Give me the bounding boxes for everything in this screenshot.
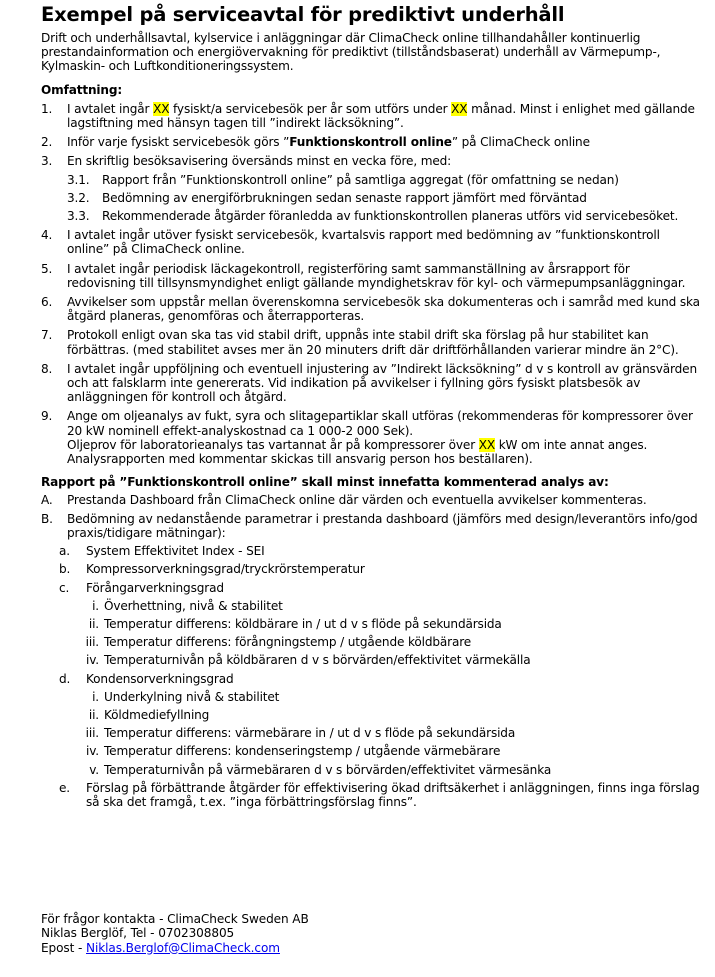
bold-term: Funktionskontroll online: [289, 135, 452, 150]
evaporator-item: i. Överhettning, nivå & stabilitet: [92, 598, 283, 613]
document-page: [41, 2, 701, 809]
document-title: Exempel på serviceavtal för prediktivt underhåll: [41, 3, 565, 26]
item-number: 2.: [41, 135, 53, 150]
parameter-item: d. Kondensorverkningsgrad i. Underkylning nivå & stabilitet ii. Köldmediefyllning iii. Temperatur differens: värmebärare in / ut d v s flöde på sekundärsida iv. Temperatur differens: kondenseringstemp / utgående värmebärare v. Temperaturnivån på värmebäraren d v s börvärden/effektivitet värmesänka: [41, 672, 701, 777]
placeholder-highlight: XX: [451, 101, 468, 116]
scope-sublist: [41, 173, 701, 224]
scope-item-8: 8. I avtalet ingår uppföljning och eventuell injustering av ”Indirekt läcksökning” d v s kontroll av gränsvärden och att falsklarm inte genererats. Vid indikation på avvikelser i fyllning görs fysiskt platsbesök av anläggningen för kontroll och åtgärd.: [41, 361, 697, 405]
placeholder-highlight: XX: [478, 437, 495, 452]
scope-item-6: 6. Avvikelser som uppstår mellan överenskomna servicebesök ska dokumenteras och i samråd med kund ska åtgärd planeras, genomföras och återrapporteras.: [41, 295, 700, 324]
scope-item-4: 4. I avtalet ingår utöver fysiskt servicebesök, kvartalsvis rapport med bedömning av ”funktionskontroll online” på ClimaCheck online.: [41, 228, 660, 257]
item-number: 6.: [41, 295, 53, 310]
parameter-item: c. Förångarverkningsgrad i. Överhettning, nivå & stabilitet ii. Temperatur differens: köldbärare in / ut d v s flöde på sekundärsida iii. Temperatur differens: förångningstemp / utgående köldbärare iv. Temperaturnivån på köldbäraren d v s börvärden/effektivitet värmekälla: [41, 581, 701, 668]
report-list: [41, 493, 701, 809]
condenser-item: v. Temperaturnivån på värmebäraren d v s börvärden/effektivitet värmesänka: [89, 762, 552, 777]
evaporator-item: iii. Temperatur differens: förångningstemp / utgående köldbärare: [85, 635, 472, 650]
parameter-list: [41, 544, 701, 809]
report-item-a: A. Prestanda Dashboard från ClimaCheck online där värden och eventuella avvikelser kommenteras.: [41, 493, 647, 508]
evaporator-item: ii. Temperatur differens: köldbärare in / ut d v s flöde på sekundärsida: [88, 616, 502, 631]
condenser-item: iii. Temperatur differens: värmebärare in / ut d v s flöde på sekundärsida: [85, 726, 516, 741]
placeholder-highlight: XX: [153, 101, 170, 116]
parameter-item: e. Förslag på förbättrande åtgärder för effektivisering ökad driftsäkerhet i anläggningen, finns inga förslag så ska det framgå, t.ex. ”inga förbättringsförslag finns”.: [59, 780, 700, 809]
evaporator-item: iv. Temperaturnivån på köldbäraren d v s börvärden/effektivitet värmekälla: [86, 653, 531, 668]
evaporator-list: [41, 599, 701, 668]
condenser-item: i. Underkylning nivå & stabilitet: [92, 689, 280, 704]
scope-heading: Omfattning:: [41, 82, 123, 97]
scope-item-7: 7. Protokoll enligt ovan ska tas vid stabil drift, uppnås inte stabil drift ska förslag på hur stabilitet kan förbättras. (med stabilitet avses mer än 20 minuters drift där driftförhållanden varierar mindre än 2°C).: [41, 328, 679, 357]
condenser-item: iv. Temperatur differens: kondenseringstemp / utgående värmebärare: [86, 744, 501, 759]
contact-email-line: Epost - Niklas.Berglof@ClimaCheck.com: [41, 940, 280, 955]
scope-subitem: 3.3. Rekommenderade åtgärder föranledda av funktionskontrollen planeras utförs vid servicebesöket.: [67, 209, 679, 224]
item-number: 9.: [41, 409, 53, 424]
item-number: 5.: [41, 261, 53, 276]
contact-company: För frågor kontakta - ClimaCheck Sweden AB: [41, 912, 309, 926]
scope-item-5: 5. I avtalet ingår periodisk läckagekontroll, registerföring samt sammanställning av årsrapport för redovisning till tillsynsmyndighet enligt gällande myndighetskrav för kyl- och värmepumpsanläggningar.: [41, 261, 686, 290]
scope-list: [41, 102, 701, 466]
report-heading: Rapport på ”Funktionskontroll online” skall minst innefatta kommenterad analys av:: [41, 475, 609, 490]
item-number: 7.: [41, 328, 53, 343]
item-letter: A.: [41, 493, 53, 508]
scope-subitem: 3.1. Rapport från ”Funktionskontroll online” på samtliga aggregat (för omfattning se nedan): [67, 172, 619, 187]
item-number: 4.: [41, 228, 53, 243]
intro-paragraph: Drift och underhållsavtal, kylservice i anläggningar där ClimaCheck online tillhandahåller kontinuerlig prestandainformation och energiövervakning för prediktivt (tillståndsbaserat) underhåll av Värmepump-, Kylmaskin- och Luftkonditioneringssystem.: [41, 31, 661, 74]
item-letter: B.: [41, 511, 53, 526]
scope-subitem: 3.2. Bedömning av energiförbrukningen sedan senaste rapport jämfört med förväntad: [67, 190, 587, 205]
parameter-item: b. Kompressorverkningsgrad/tryckrörstemperatur: [59, 562, 365, 577]
scope-item-3: 3. En skriftlig besöksavisering översänds minst en vecka före, med: 3.1. Rapport från ”Funktionskontroll online” på samtliga aggregat (för omfattning se nedan) 3.2. Bedömning av energiförbrukningen sedan senaste rapport jämfört med förväntad 3.3. Rekommenderade åtgärder föranledda av funktionskontrollen planeras utförs vid servicebesöket.: [41, 154, 701, 223]
condenser-item: ii. Köldmediefyllning: [88, 707, 210, 722]
item-number: 1.: [41, 101, 53, 116]
scope-item-1: 1. I avtalet ingår XX fysiskt/a servicebesök per år som utförs under XX månad. Minst i enlighet med gällande lagstiftning med hänsyn tagen till ”indirekt läcksökning”.: [41, 101, 695, 131]
report-item-b: B. Bedömning av nedanstående parametrar i prestanda dashboard (jämförs med design/leverantörs info/god praxis/tidigare mätningar): a. System Effektivitet Index - SEI b. Kompressorverkningsgrad/tryckrörstemperatur c. Förångarverkningsgrad i. Överhettning, nivå & stabilitet ii. Temperatur differens: köldbärare in / ut d v s flöde på sekundärsida iii. Temperatur differens: förångningstemp / utgående köldbärare iv. Temperaturnivån på köldbäraren d v s börvärden/effektivitet värmekälla d. Kondensorverkningsgrad i. Underkylning nivå & stabilitet ii. Köldmediefyllning iii. Temperatur differens: värmebärare in / ut d v s flöde på sekundärsida iv. Temperatur differens: kondenseringstemp / utgående värmebärare v. Temperaturnivån på värmebäraren d v s börvärden/effektivitet värmesänka e. Förslag på förbättrande åtgärder för effektivisering ökad driftsäkerhet i anläggningen, finns inga förslag så ska det framgå, t.ex. ”inga förbättringsförslag finns”.: [41, 511, 700, 809]
scope-item-9: 9. Ange om oljeanalys av fukt, syra och slitagepartiklar skall utföras (rekommenderas för kompressorer över 20 kW nominell effekt-analyskostnad ca 1 000-2 000 Sek). Oljeprov för laboratorieanalys tas vartannat år på kompressorer över XX kW om inte annat anges. Analysrapporten med kommentar skickas till ansvarig person hos beställaren).: [41, 409, 693, 467]
parameter-item: a. System Effektivitet Index - SEI: [59, 544, 265, 559]
contact-person: Niklas Berglöf, Tel - 0702308805: [41, 926, 235, 941]
item-number: 3.: [41, 154, 53, 169]
contact-footer: [41, 912, 309, 955]
condenser-list: [41, 690, 701, 777]
item-number: 8.: [41, 361, 53, 376]
scope-item-2: 2. Inför varje fysiskt servicebesök görs ”Funktionskontroll online” på ClimaCheck online: [41, 135, 590, 150]
email-link[interactable]: Niklas.Berglof@ClimaCheck.com: [86, 940, 280, 955]
